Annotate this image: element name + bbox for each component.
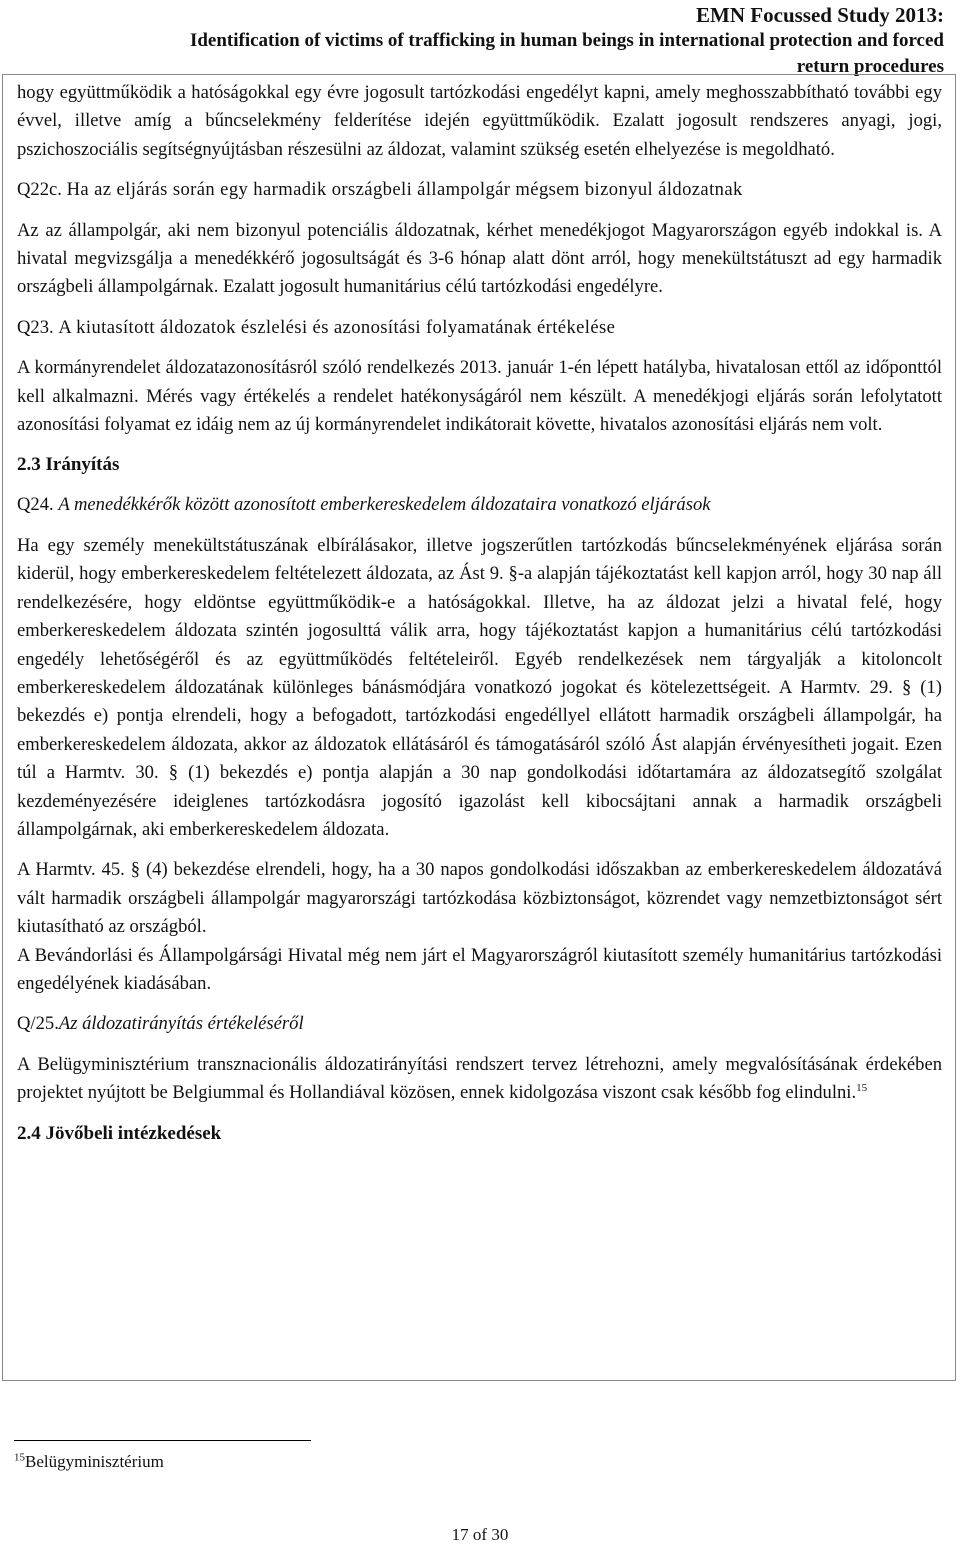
footnote-text: Belügyminisztérium bbox=[25, 1452, 164, 1471]
paragraph-text: A Belügyminisztérium transznacionális áldozatirányítási rendszert tervez létrehozni, amely megvalósításának érdekében projektet nyújtott be Belgiummal és Hollandiával közösen, ennek kidolgozása viszont csak később fog elindulni. bbox=[17, 1053, 942, 1104]
question-title: A kiutasított áldozatok észlelési és azonosítási folyamatának értékelése bbox=[58, 316, 616, 338]
paragraph-q22c-answer: Az az állampolgár, aki nem bizonyul potenciális áldozatnak, kérhet menedékjogot Magyarországon egyéb indokkal is. A hivatal megvizsgálja a menedékkérő jogosultságát és 3-6 hónap alatt dönt arról, hogy menekültstátuszt ad egy harmadik országbeli állampolgárnak. Ezalatt jogosult humanitárius célú tartózkodási engedélyre. bbox=[17, 219, 942, 298]
question-title: A menedékkérők között azonosított emberkereskedelem áldozataira vonatkozó eljárások bbox=[58, 494, 711, 516]
section-heading-2-4: 2.4 Jövőbeli intézkedések bbox=[17, 1122, 222, 1144]
question-q25 bbox=[17, 1010, 942, 1038]
footnote bbox=[14, 1452, 164, 1472]
header-study-subtitle-cont: return procedures bbox=[796, 56, 944, 77]
paragraph-q23-answer: A kormányrendelet áldozatazonosításról szóló rendelkezés 2013. január 1-én lépett hatályba, hivatalosan ettől az időponttól kell alkalmazni. Mérés vagy értékelés a rendelet hatékonyságáról nem készült. A menedékjogi eljárás során lefolytatott azonosítási folyamat ez idáig nem az új kormányrendelet indikátorait követte, hivatalos azonosítási eljárás nem volt. bbox=[17, 357, 942, 436]
question-label: Q22c. bbox=[17, 179, 62, 201]
footnote-separator bbox=[14, 1440, 311, 1441]
question-label: Q/25. bbox=[17, 1013, 59, 1035]
question-title: Ha az eljárás során egy harmadik országbeli állampolgár mégsem bizonyul áldozatnak bbox=[66, 179, 743, 201]
header-study-subtitle: Identification of victims of trafficking in human beings in international protection and forced bbox=[189, 30, 944, 51]
page-number: 17 of 30 bbox=[451, 1525, 509, 1544]
header-study-title: EMN Focussed Study 2013: bbox=[696, 3, 944, 27]
paragraph-bah: A Bevándorlási és Állampolgársági Hivatal még nem járt el Magyarországról kiutasított személy humanitárius tartózkodási engedélyének kiadásában. bbox=[17, 944, 942, 994]
paragraph-q25-answer bbox=[17, 1051, 942, 1108]
footnote-reference[interactable]: 15 bbox=[856, 1082, 868, 1094]
question-title: Az áldozatirányítás értékeléséről bbox=[58, 1013, 304, 1035]
question-q24 bbox=[17, 491, 942, 519]
question-q23 bbox=[17, 314, 942, 342]
paragraph-q24-answer: Ha egy személy menekültstátuszának elbírálásakor, illetve jogszerűtlen tartózkodás bűncselekményének eljárása során kiderül, hogy emberkereskedelem feltételezett áldozata, az Ást 9. §-a alapján tájékoztatást kell kapjon arról, hogy 30 nap áll rendelkezésére, hogy eldöntse együttműködik-e a hatóságokkal. Illetve, ha az áldozat jelzi a hivatal felé, hogy emberkereskedelem áldozata szintén jogosulttá válik arra, hogy tájékoztatást kapjon a humanitárius célú tartózkodási engedély lehetőségéről és az együttműködés feltételeiről. Egyéb rendelkezések nem tárgyalják a kitoloncolt emberkereskedelem áldozatának különleges bánásmódjára vonatkozó jogokat és kötelezettségeit. A Harmtv. 29. § (1) bekezdés e) pontja elrendeli, hogy a befogadott, tartózkodási engedéllyel ellátott harmadik országbeli állampolgár, ha emberkereskedelem áldozata, akkor az áldozatok ellátásáról és támogatásáról szóló Ást alapján érvényesítheti jogait. Ezen túl a Harmtv. 30. § (1) bekezdés e) pontja alapján a 30 nap gondolkodási időtartamára az áldozatsegítő szolgálat kezdeményezésére ideiglenes tartózkodásra jogosító igazolást kell kibocsájtani annak a harmadik országbeli állampolgárnak, aki emberkereskedelem áldozata. bbox=[17, 534, 942, 840]
question-q22c bbox=[17, 176, 942, 204]
question-label: Q23. bbox=[17, 316, 54, 338]
paragraph-harmtv-45: A Harmtv. 45. § (4) bekezdése elrendeli, hogy, ha a 30 napos gondolkodási időszakban az emberkereskedelem áldozatává vált harmadik országbeli állampolgár magyarországi tartózkodása közbiztonságot, közrendet vagy nemzetbiztonságot sért kiutasítható az országból. bbox=[17, 859, 942, 938]
running-header bbox=[190, 2, 944, 80]
footnote-number: 15 bbox=[14, 1451, 25, 1464]
paragraph-intro: hogy együttműködik a hatóságokkal egy évre jogosult tartózkodási engedélyt kapni, amely meghosszabbítható további egy évvel, illetve amíg a bűncselekmény felderítése idején együttműködik. Ezalatt jogosult rendszeres anyagi, jogi, pszichoszociális segítségnyújtásban részesülni az áldozat, valamint szükség esetén elhelyezése is megoldható. bbox=[17, 82, 942, 160]
section-heading-2-3: 2.3 Irányítás bbox=[17, 454, 120, 476]
question-label: Q24. bbox=[17, 494, 54, 516]
content-box bbox=[2, 74, 956, 1381]
